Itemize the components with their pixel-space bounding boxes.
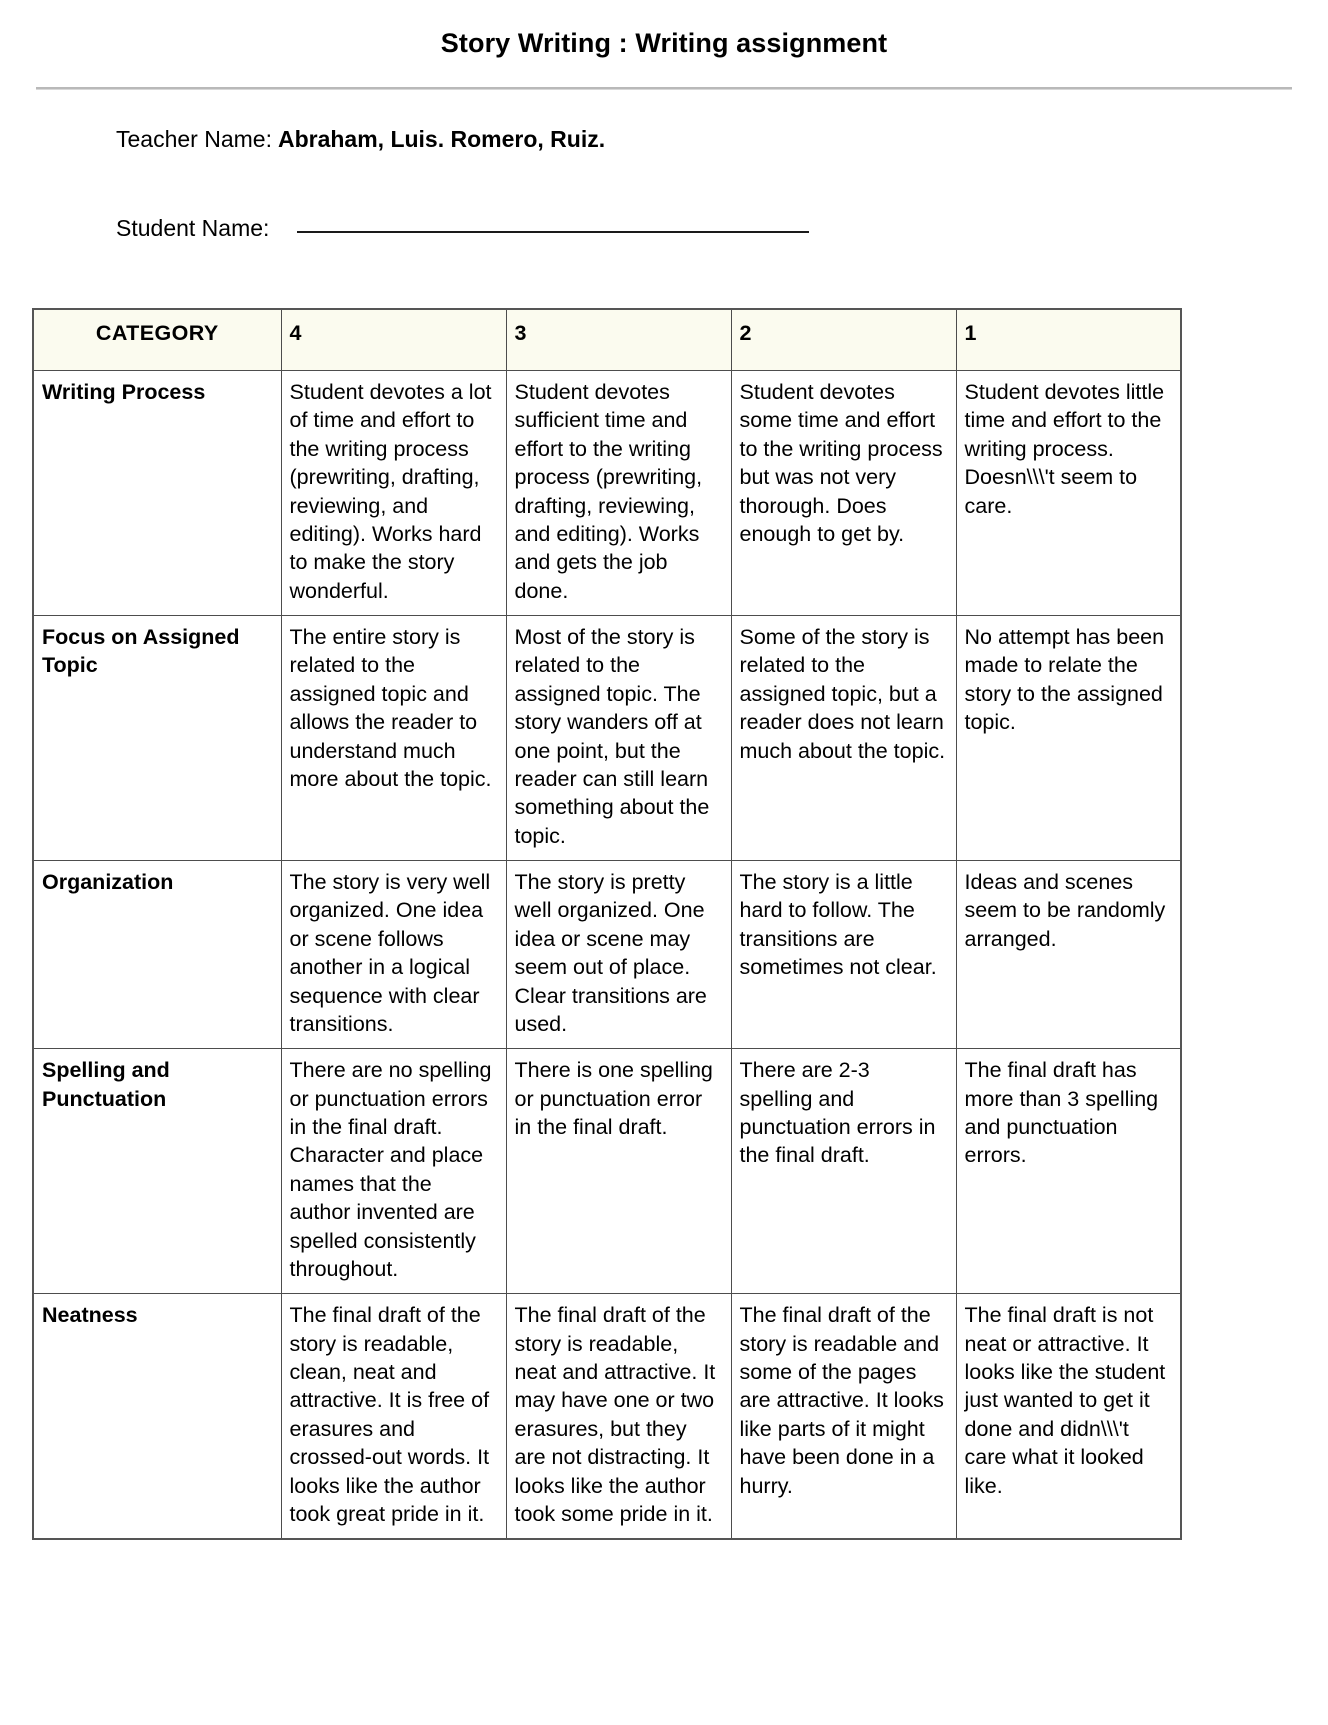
row-criterion-score-2: Some of the story is related to the assigned topic, but a reader does not learn much about the topic.: [731, 616, 956, 861]
table-row: [33, 1294, 1181, 1540]
row-criterion-score-3: The story is pretty well organized. One idea or scene may seem out of place. Clear transitions are used.: [506, 861, 731, 1049]
row-category-label: Focus on Assigned Topic: [33, 616, 281, 861]
row-criterion-score-3: Student devotes sufficient time and effort to the writing process (prewriting, drafting, reviewing, and editing). Works and gets the job done.: [506, 371, 731, 616]
row-criterion-score-1: The final draft has more than 3 spelling and punctuation errors.: [956, 1049, 1181, 1294]
table-row: [33, 861, 1181, 1049]
row-criterion-score-1: No attempt has been made to relate the story to the assigned topic.: [956, 616, 1181, 861]
row-criterion-score-2: The story is a little hard to follow. The transitions are sometimes not clear.: [731, 861, 956, 1049]
row-criterion-score-2: There are 2-3 spelling and punctuation errors in the final draft.: [731, 1049, 956, 1294]
row-category-label: Neatness: [33, 1294, 281, 1540]
teacher-name-label: Teacher Name:: [116, 126, 272, 152]
column-header-score-3: 3: [506, 309, 731, 371]
teacher-name-value: Abraham, Luis. Romero, Ruiz.: [277, 126, 606, 152]
column-header-score-1: 1: [956, 309, 1181, 371]
column-header-score-2: 2: [731, 309, 956, 371]
column-header-category: CATEGORY: [33, 309, 281, 371]
rubric-table: [32, 308, 1182, 1540]
row-criterion-score-3: There is one spelling or punctuation error in the final draft.: [506, 1049, 731, 1294]
row-criterion-score-3: Most of the story is related to the assigned topic. The story wanders off at one point, but the reader can still learn something about the topic.: [506, 616, 731, 861]
row-criterion-score-4: The final draft of the story is readable, clean, neat and attractive. It is free of erasures and crossed-out words. It looks like the author took great pride in it.: [281, 1294, 506, 1540]
rubric-table-head: [33, 309, 1181, 371]
student-name-label: Student Name:: [116, 215, 270, 241]
row-criterion-score-2: The final draft of the story is readable and some of the pages are attractive. It looks like parts of it might have been done in a hurry.: [731, 1294, 956, 1540]
student-name-line: [116, 215, 1328, 242]
meta-block: [0, 126, 1328, 242]
row-category-label: Spelling and Punctuation: [33, 1049, 281, 1294]
row-criterion-score-1: Student devotes little time and effort to the writing process. Doesn\\\'t seem to care.: [956, 371, 1181, 616]
row-category-label: Writing Process: [33, 371, 281, 616]
row-criterion-score-4: The story is very well organized. One idea or scene follows another in a logical sequence with clear transitions.: [281, 861, 506, 1049]
row-criterion-score-4: The entire story is related to the assigned topic and allows the reader to understand much more about the topic.: [281, 616, 506, 861]
row-criterion-score-4: Student devotes a lot of time and effort to the writing process (prewriting, drafting, reviewing, and editing). Works hard to make the story wonderful.: [281, 371, 506, 616]
row-category-label: Organization: [33, 861, 281, 1049]
page-title: Story Writing : Writing assignment: [440, 28, 888, 58]
row-criterion-score-1: Ideas and scenes seem to be randomly arranged.: [956, 861, 1181, 1049]
row-criterion-score-2: Student devotes some time and effort to the writing process but was not very thorough. Does enough to get by.: [731, 371, 956, 616]
table-row: [33, 616, 1181, 861]
table-header-row: [33, 309, 1181, 371]
title-divider: [36, 87, 1292, 90]
table-row: [33, 1049, 1181, 1294]
row-criterion-score-3: The final draft of the story is readable, neat and attractive. It may have one or two erasures, but they are not distracting. It looks like the author took some pride in it.: [506, 1294, 731, 1540]
rubric-table-wrap: [32, 308, 1180, 1540]
row-criterion-score-4: There are no spelling or punctuation errors in the final draft. Character and place names that the author invented are spelled consistently throughout.: [281, 1049, 506, 1294]
student-name-input[interactable]: [297, 230, 809, 233]
rubric-table-body: [33, 371, 1181, 1540]
row-criterion-score-1: The final draft is not neat or attractive. It looks like the student just wanted to get it done and didn\\\'t care what it looked like.: [956, 1294, 1181, 1540]
column-header-score-4: 4: [281, 309, 506, 371]
table-row: [33, 371, 1181, 616]
teacher-name-line: [116, 126, 1328, 153]
